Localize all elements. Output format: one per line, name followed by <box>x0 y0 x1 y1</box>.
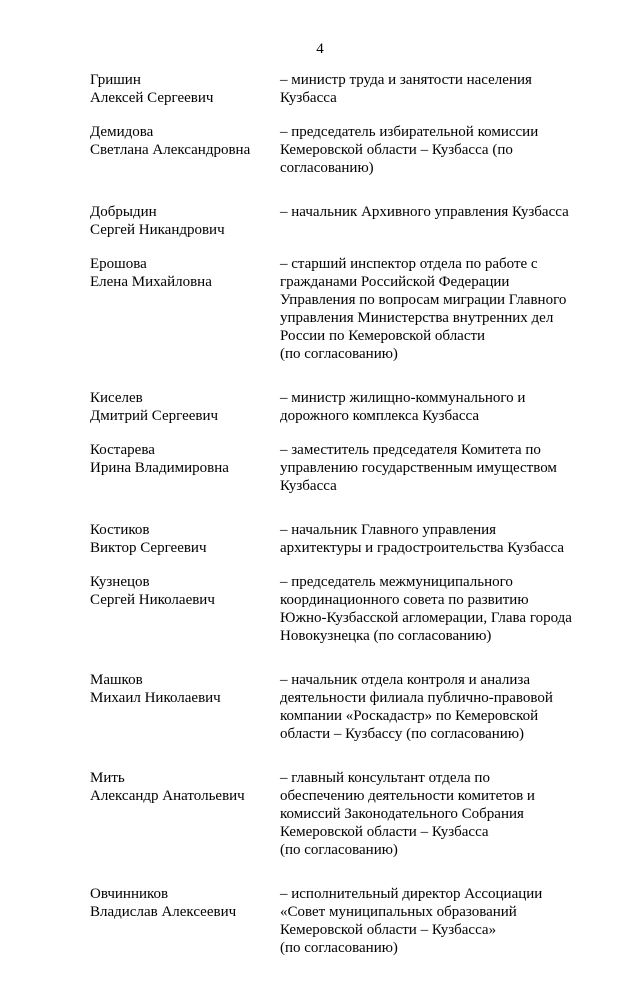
member-name <box>90 255 280 363</box>
position-line: обеспечению деятельности комитетов и <box>280 788 535 804</box>
position-line: (по согласованию) <box>280 842 398 858</box>
page-number: 4 <box>316 41 324 57</box>
member-entry <box>90 671 590 743</box>
member-position <box>280 671 590 743</box>
member-given-names: Михаил Николаевич <box>90 690 221 706</box>
member-position <box>280 885 590 957</box>
member-position <box>280 573 590 645</box>
member-list <box>90 71 590 983</box>
member-surname: Мить <box>90 770 125 786</box>
member-name <box>90 203 280 239</box>
member-surname: Машков <box>90 672 143 688</box>
position-line: деятельности филиала публично-правовой <box>280 690 553 706</box>
member-given-names: Александр Анатольевич <box>90 788 245 804</box>
member-surname: Демидова <box>90 124 154 140</box>
position-line: координационного совета по развитию <box>280 592 529 608</box>
member-position <box>280 521 590 557</box>
member-name <box>90 123 280 177</box>
position-line: гражданами Российской Федерации <box>280 274 510 290</box>
member-position <box>280 441 590 495</box>
member-name <box>90 389 280 425</box>
member-name <box>90 71 280 107</box>
member-position <box>280 769 590 859</box>
member-entry <box>90 573 590 645</box>
member-name <box>90 441 280 495</box>
member-surname: Гришин <box>90 72 141 88</box>
position-line: Новокузнецка (по согласованию) <box>280 628 492 644</box>
position-line: компании «Роскадастр» по Кемеровской <box>280 708 539 724</box>
position-line: – начальник Главного управления <box>280 522 497 538</box>
member-name <box>90 885 280 957</box>
member-name <box>90 671 280 743</box>
member-name <box>90 573 280 645</box>
member-entry <box>90 389 590 425</box>
member-surname: Овчинников <box>90 886 169 902</box>
member-name <box>90 769 280 859</box>
member-surname: Костиков <box>90 522 150 538</box>
position-line: – начальник отдела контроля и анализа <box>280 672 531 688</box>
member-surname: Кузнецов <box>90 574 150 590</box>
position-line: – главный консультант отдела по <box>280 770 490 786</box>
position-line: согласованию) <box>280 160 374 176</box>
position-line: – заместитель председателя Комитета по <box>280 442 541 458</box>
member-position <box>280 123 590 177</box>
position-line: Южно-Кузбасской агломерации, Глава города <box>280 610 572 626</box>
position-line: – начальник Архивного управления Кузбасса <box>280 204 569 220</box>
position-line: управлению государственным имуществом <box>280 460 557 476</box>
position-line: России по Кемеровской области <box>280 328 486 344</box>
position-line: (по согласованию) <box>280 346 398 362</box>
member-entry <box>90 521 590 557</box>
position-line: – министр жилищно-коммунального и <box>280 390 526 406</box>
position-line: области – Кузбассу (по согласованию) <box>280 726 525 742</box>
position-line: Кемеровской области – Кузбасса» <box>280 922 497 938</box>
position-line: – исполнительный директор Ассоциации <box>280 886 543 902</box>
position-line: (по согласованию) <box>280 940 398 956</box>
member-entry <box>90 885 590 957</box>
position-line: Кузбасса <box>280 478 337 494</box>
position-line: – старший инспектор отдела по работе с <box>280 256 538 272</box>
position-line: – министр труда и занятости населения <box>280 72 532 88</box>
member-given-names: Елена Михайловна <box>90 274 212 290</box>
member-given-names: Виктор Сергеевич <box>90 540 207 556</box>
member-given-names: Сергей Николаевич <box>90 592 215 608</box>
member-entry <box>90 123 590 177</box>
member-name <box>90 521 280 557</box>
position-line: Кузбасса <box>280 90 337 106</box>
member-given-names: Владислав Алексеевич <box>90 904 237 920</box>
member-position <box>280 255 590 363</box>
member-entry <box>90 769 590 859</box>
position-line: управления Министерства внутренних дел <box>280 310 554 326</box>
member-position <box>280 203 590 239</box>
position-line: Кемеровской области – Кузбасса (по <box>280 142 513 158</box>
member-given-names: Сергей Никандрович <box>90 222 225 238</box>
member-entry <box>90 441 590 495</box>
member-given-names: Алексей Сергеевич <box>90 90 214 106</box>
member-given-names: Дмитрий Сергеевич <box>90 408 219 424</box>
member-surname: Костарева <box>90 442 155 458</box>
member-entry <box>90 255 590 363</box>
position-line: «Совет муниципальных образований <box>280 904 517 920</box>
member-entry <box>90 71 590 107</box>
position-line: комиссий Законодательного Собрания <box>280 806 524 822</box>
position-line: – председатель межмуниципального <box>280 574 513 590</box>
member-surname: Ерошова <box>90 256 147 272</box>
position-line: архитектуры и градостроительства Кузбасса <box>280 540 564 556</box>
member-entry <box>90 203 590 239</box>
position-line: – председатель избирательной комиссии <box>280 124 539 140</box>
member-position <box>280 389 590 425</box>
member-given-names: Ирина Владимировна <box>90 460 229 476</box>
member-position <box>280 71 590 107</box>
position-line: Кемеровской области – Кузбасса <box>280 824 489 840</box>
member-surname: Киселев <box>90 390 143 406</box>
member-surname: Добрыдин <box>90 204 157 220</box>
member-given-names: Светлана Александровна <box>90 142 251 158</box>
position-line: Управления по вопросам миграции Главного <box>280 292 567 308</box>
position-line: дорожного комплекса Кузбасса <box>280 408 479 424</box>
